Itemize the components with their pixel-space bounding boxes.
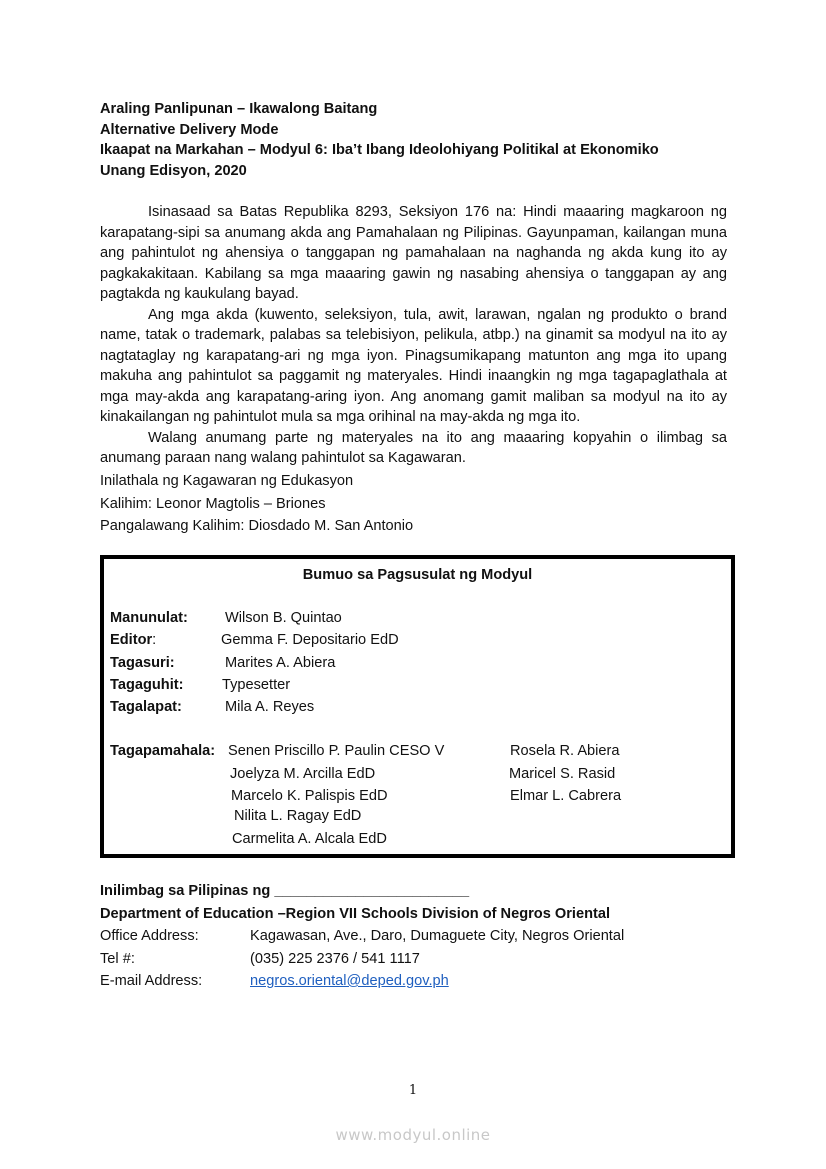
credits-title: Bumuo sa Pagsusulat ng Modyul xyxy=(302,567,533,583)
credit-row-reviewer xyxy=(110,655,336,671)
paragraph-3: Walang anumang parte ng materyales na ito ang maaaring kopyahin o ilimbag sa anumang paraan nang walang pahintulot sa Kagawaran. xyxy=(100,429,727,466)
printing-info xyxy=(100,880,625,993)
credits-box xyxy=(100,555,735,858)
credit-label: Tagasuri: xyxy=(110,655,175,671)
credit-row-writer xyxy=(110,610,342,626)
manager-name: Senen Priscillo P. Paulin CESO V xyxy=(228,743,445,759)
paragraph-1: Isinasaad sa Batas Republika 8293, Seksiyon 176 na: Hindi maaaring magkaroon ng karapatang-sipi sa anumang akda ang Pamahalaan ng Pilipinas. Gayunpaman, kailangan muna ang pahintulot ng ahensiya o tanggapan ng pamahalaan na naghanda ng akda kung ito ay pagkakakitaan. Kabilang sa mga maaaring gawin ng nasabing ahensiya o tanggapan ay ang pagtakda ng kaukulang bayad. xyxy=(100,204,727,302)
managers-label: Tagapamahala: xyxy=(110,743,216,759)
credit-label: Editor xyxy=(110,632,153,648)
manager-name: Elmar L. Cabrera xyxy=(510,788,622,804)
credit-row-managers xyxy=(110,743,215,759)
secretary: Kalihim: Leonor Magtolis – Briones xyxy=(100,495,326,512)
credit-value: Wilson B. Quintao xyxy=(225,610,342,626)
credit-label: Tagaguhit: xyxy=(110,677,184,693)
module-title: Ikaapat na Markahan – Modyul 6: Iba’t Ibang Ideolohiyang Politikal at Ekonomiko xyxy=(100,142,659,158)
credit-value: Typesetter xyxy=(222,677,291,693)
office-address-label: Office Address: xyxy=(100,928,199,944)
credit-label-colon: : xyxy=(152,632,157,648)
watermark: www.modyul.online xyxy=(335,1126,491,1144)
document-header xyxy=(100,99,659,181)
publisher-info xyxy=(100,470,413,538)
credit-row-illustrator xyxy=(110,677,291,693)
manager-name: Marcelo K. Palispis EdD xyxy=(231,788,388,804)
department: Department of Education –Region VII Schools Division of Negros Oriental xyxy=(100,905,611,922)
credit-row-layout xyxy=(110,699,315,715)
office-address-row xyxy=(100,925,625,948)
credit-value: Gemma F. Depositario EdD xyxy=(221,632,399,648)
edition: Unang Edisyon, 2020 xyxy=(100,162,247,179)
email-label: E-mail Address: xyxy=(100,973,203,989)
manager-name: Carmelita A. Alcala EdD xyxy=(232,831,387,847)
published-by: Inilathala ng Kagawaran ng Edukasyon xyxy=(100,473,354,489)
tel-row xyxy=(100,948,610,971)
undersecretary: Pangalawang Kalihim: Diosdado M. San Antonio xyxy=(100,518,414,534)
email-link[interactable]: negros.oriental@deped.gov.ph xyxy=(250,973,449,989)
manager-name: Nilita L. Ragay EdD xyxy=(234,808,362,824)
email-row xyxy=(100,970,610,993)
manager-name: Rosela R. Abiera xyxy=(510,743,620,759)
manager-name: Joelyza M. Arcilla EdD xyxy=(230,766,376,782)
manager-name: Maricel S. Rasid xyxy=(509,766,616,782)
paragraph-2: Ang mga akda (kuwento, seleksiyon, tula, awit, larawan, ngalan ng produkto o brand name, tatak o trademark, palabas sa telebisiyon, pelikula, atbp.) na ginamit sa modyul na ito ay nagtataglay ng karapatang-ari ng mga iyon. Pinagsumikapang matunton ang mga ito upang makuha ang pahintulot sa paggamit ng materyales. Hindi inaangkin ng mga tagapaglathala at mga may-akda ang karapatang-aring iyon. Ang anomang gamit maliban sa modyul na ito ay kinakailangan ng pahintulot mula sa mga orihinal na may-akda ng mga ito. xyxy=(100,306,727,425)
subject-title: Araling Panlipunan – Ikawalong Baitang xyxy=(100,101,378,117)
page-number: 1 xyxy=(408,1083,418,1098)
credit-label: Manunulat: xyxy=(110,610,188,626)
delivery-mode: Alternative Delivery Mode xyxy=(100,121,279,138)
credit-label: Tagalapat: xyxy=(110,699,182,715)
office-address-value: Kagawasan, Ave., Daro, Dumaguete City, Negros Oriental xyxy=(250,928,625,944)
tel-value: (035) 225 2376 / 541 1117 xyxy=(250,950,420,967)
copyright-notice xyxy=(100,202,727,469)
credit-value: Marites A. Abiera xyxy=(225,655,336,671)
printed-in: Inilimbag sa Pilipinas ng ________________________ xyxy=(100,883,470,899)
credit-row-editor xyxy=(110,632,399,648)
tel-label: Tel #: xyxy=(100,950,135,967)
credit-value: Mila A. Reyes xyxy=(225,699,315,715)
